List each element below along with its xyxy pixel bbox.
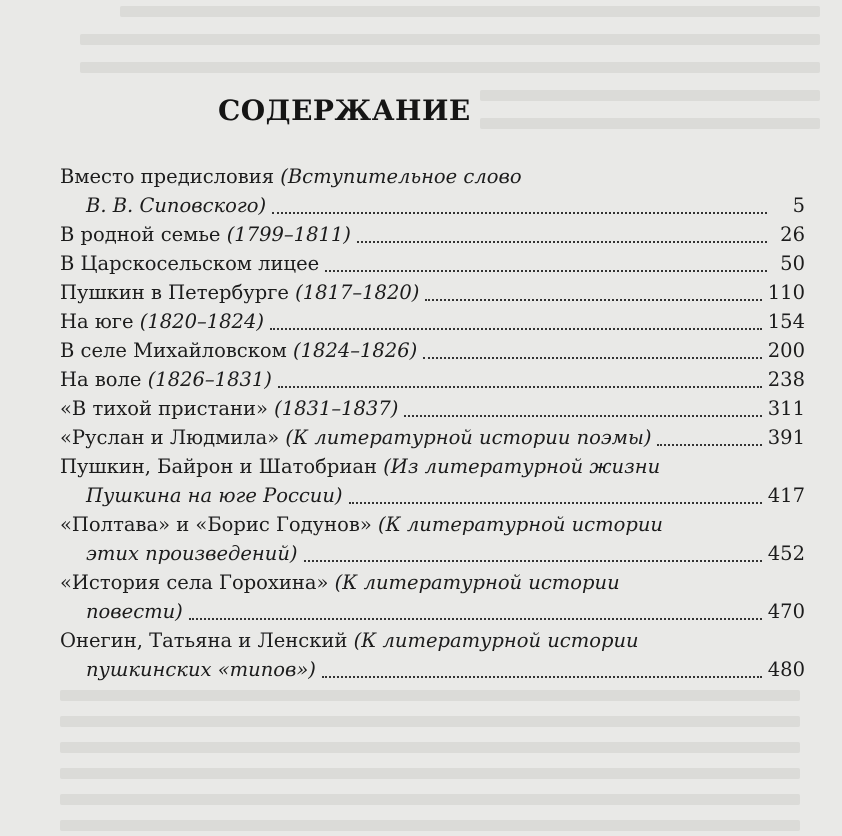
toc-entry-title [60,336,417,365]
entry-subtitle-text: пушкинских «типов») [86,658,316,681]
page-number: 50 [780,252,805,275]
page-number: 417 [767,484,805,507]
toc-entry-line [60,191,805,220]
toc-entry-title [60,568,620,597]
toc-entry-line [60,162,805,191]
page-number: 154 [767,310,805,333]
toc-entry[interactable] [60,220,805,249]
dot-leader [325,264,767,272]
toc-entry[interactable] [60,278,805,307]
toc-entry[interactable] [60,336,805,365]
toc-entry-title [60,394,398,423]
entry-subtitle-text: (1831–1837) [274,397,399,420]
page-number: 480 [767,658,805,681]
entry-title-text: «История села Горохина» [60,571,335,594]
entry-title-text: Пушкин в Петербурге [60,281,296,304]
dot-leader [357,235,767,243]
entry-subtitle-text: (Вступительное слово [280,165,522,188]
toc-entry[interactable] [60,568,805,626]
toc-entry-line [60,568,805,597]
entry-subtitle-text: В. В. Сиповского) [86,194,267,217]
toc-entry-line [60,394,805,423]
entry-title-text: Вместо предисловия [60,165,281,188]
page-number: 200 [767,339,805,362]
toc-entry-title [86,191,266,220]
dot-leader [189,612,762,620]
toc-entry-line [60,655,805,684]
toc-entry-title [86,655,316,684]
toc-entry-title [60,220,351,249]
dot-leader [423,351,762,359]
dot-leader [270,322,762,330]
entry-title-text: В родной семье [60,223,227,246]
toc-entry-line [60,481,805,510]
toc-entry-title [60,162,522,191]
toc-entry-title [60,423,651,452]
toc-entry[interactable] [60,423,805,452]
page-title: СОДЕРЖАНИЕ [218,94,471,127]
toc-entry-title [86,539,298,568]
toc-entry-title [60,307,264,336]
toc-entry-title [60,278,419,307]
page-number: 110 [767,281,805,304]
entry-subtitle-text: (К литературной истории поэмы) [285,426,652,449]
toc-entry[interactable] [60,510,805,568]
toc-entry-line [60,539,805,568]
toc-entry[interactable] [60,249,805,278]
entry-subtitle-text: (1824–1826) [293,339,418,362]
entry-subtitle-text: Пушкина на юге России) [86,484,343,507]
toc-entry[interactable] [60,626,805,684]
page-number: 238 [767,368,805,391]
toc-entry-line [60,249,805,278]
toc-entry-title [86,597,183,626]
page-number: 470 [767,600,805,623]
entry-subtitle-text: (К литературной истории [353,629,639,652]
entry-subtitle-text: (К литературной истории [377,513,663,536]
toc-entry-title [60,626,639,655]
dot-leader [404,409,761,417]
toc-entry-title [86,481,343,510]
entry-subtitle-text: (1826–1831) [147,368,272,391]
entry-title-text: «В тихой пристани» [60,397,275,420]
entry-subtitle-text: (1817–1820) [295,281,420,304]
entry-subtitle-text: повести) [86,600,183,623]
dot-leader [322,670,762,678]
toc-entry-line [60,220,805,249]
toc-entry[interactable] [60,307,805,336]
toc-entry[interactable] [60,162,805,220]
entry-title-text: В селе Михайловском [60,339,294,362]
dot-leader [657,438,761,446]
toc-entry-title [60,249,319,278]
toc-entry[interactable] [60,394,805,423]
toc-entry-line [60,307,805,336]
page-number: 391 [767,426,805,449]
entry-subtitle-text: (К литературной истории [334,571,620,594]
toc-entry-line [60,597,805,626]
toc-entry-line [60,510,805,539]
toc-entry-line [60,365,805,394]
toc-entry-title [60,452,660,481]
entry-title-text: Пушкин, Байрон и Шатобриан [60,455,384,478]
toc-entry-line [60,336,805,365]
entry-title-text: «Полтава» и «Борис Годунов» [60,513,378,536]
entry-subtitle-text: (1799–1811) [226,223,351,246]
toc-entry-title [60,510,663,539]
entry-title-text: «Руслан и Людмила» [60,426,286,449]
page-number: 5 [792,194,805,217]
entry-title-text: На воле [60,368,148,391]
entry-title-text: Онегин, Татьяна и Ленский [60,629,354,652]
page-number: 452 [767,542,805,565]
entry-subtitle-text: (Из литературной жизни [383,455,661,478]
dot-leader [278,380,762,388]
toc-entry-line [60,278,805,307]
dot-leader [304,554,762,562]
entry-subtitle-text: этих произведений) [86,542,298,565]
entry-subtitle-text: (1820–1824) [139,310,264,333]
table-of-contents [60,162,805,684]
page-number: 311 [767,397,805,420]
toc-entry[interactable] [60,452,805,510]
toc-entry[interactable] [60,365,805,394]
toc-entry-title [60,365,272,394]
dot-leader [272,206,767,214]
toc-entry-line [60,626,805,655]
dot-leader [425,293,761,301]
entry-title-text: В Царскосельском лицее [60,252,320,275]
toc-entry-line [60,423,805,452]
dot-leader [349,496,762,504]
entry-title-text: На юге [60,310,140,333]
toc-entry-line [60,452,805,481]
page-number: 26 [780,223,805,246]
